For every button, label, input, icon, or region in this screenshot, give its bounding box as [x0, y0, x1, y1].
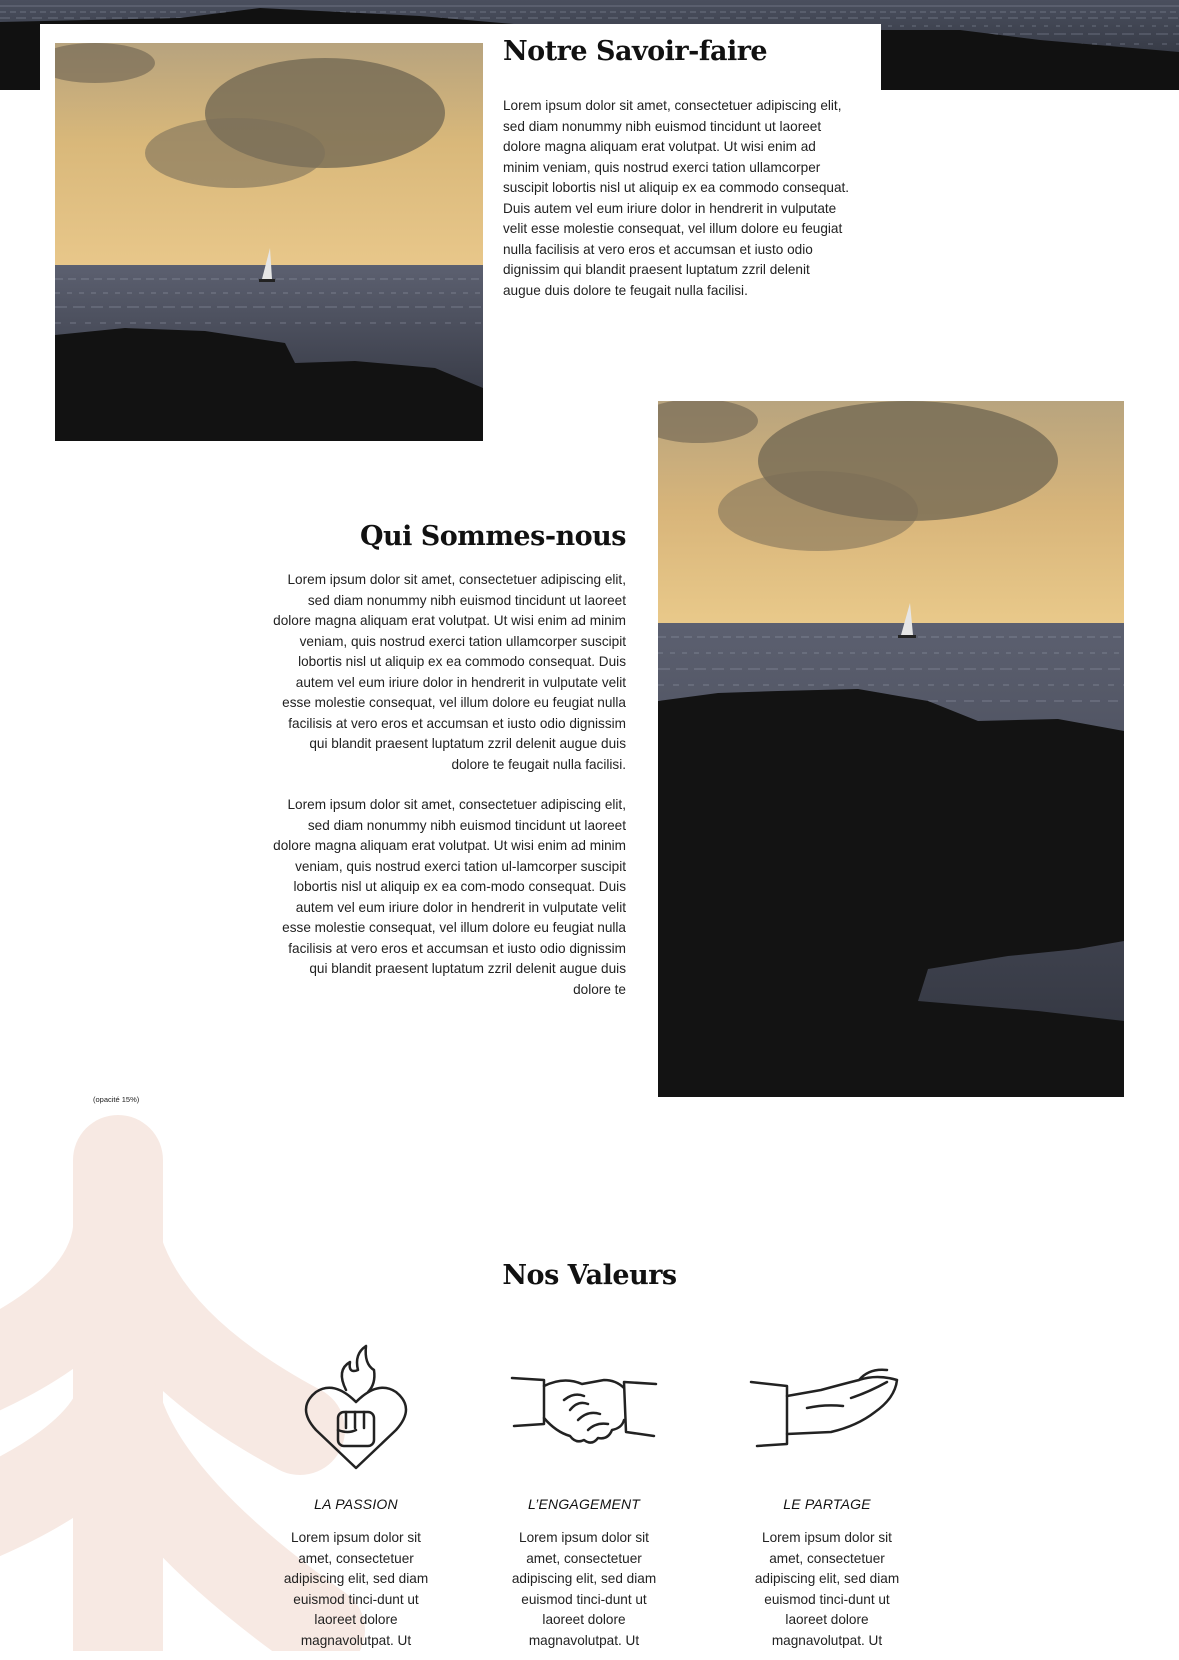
value-text: Lorem ipsum dolor sit amet, consectetuer adipiscing elit, sed diam euismod tinci-dunt ut laoreet dolore magnavolutpat. Ut	[511, 1530, 657, 1648]
savoir-faire-title: Notre Savoir-faire	[503, 36, 768, 67]
qui-sommes-nous-paragraph-1: Lorem ipsum dolor sit amet, consectetuer adipiscing elit, sed diam nonummy nibh euismod tincidunt ut laoreet dolore magna aliquam erat volutpat. Ut wisi enim ad minim veniam, quis nostrud exerci tation ullamcorper suscipit lobortis nisl ut aliquip ex ea commodo consequat. Duis autem vel eum iriure dolor in hendrerit in vulputate velit esse molestie consequat, vel illum dolore eu feugiat nulla facilisis at vero eros et accumsan et iusto odio dignissim qui blandit praesent luptatum zzril delenit augue duis dolore te feugait nulla facilisi.	[273, 572, 626, 772]
opacity-note: (opacité 15%)	[93, 1095, 140, 1104]
qui-sommes-nous-paragraph-2: Lorem ipsum dolor sit amet, consectetuer adipiscing elit, sed diam nonummy nibh euismod tincidunt ut laoreet dolore magna aliquam erat volutpat. Ut wisi enim ad minim veniam, quis nostrud exerci tation ul-lamcorper suscipit lobortis nisl ut aliquip ex ea com-modo consequat. Duis autem vel eum iriure dolor in hendrerit in vulputate velit esse molestie consequat, vel illum dolore eu feugiat nulla facilisis at vero eros et accumsan et iusto odio dignissim qui blandit praesent luptatum zzril delenit augue duis dolore te	[273, 797, 626, 997]
sunset-sailboat-photo	[55, 43, 483, 441]
flaming-heart-fist-icon	[276, 1340, 436, 1480]
coastal-rocks-photo	[658, 401, 1124, 1097]
value-card-partage	[747, 1340, 907, 1660]
savoir-faire-text: Lorem ipsum dolor sit amet, consectetuer adipiscing elit, sed diam nonummy nibh euismod tincidunt ut laoreet dolore magna aliquam erat volutpat. Ut wisi enim ad minim veniam, quis nostrud exerci tation ullamcorper suscipit lobortis nisl ut aliquip ex ea commodo consequat. Duis autem vel eum iriure dolor in hendrerit in vulputate velit esse molestie consequat, vel illum dolore eu feugiat nulla facilisis at vero eros et accumsan et iusto odio dignissim qui blandit praesent luptatum zzril delenit augue duis dolore te feugait nulla facilisi.	[503, 98, 850, 298]
value-label: LA PASSION	[314, 1496, 398, 1512]
nos-valeurs-title: Nos Valeurs	[502, 1260, 677, 1291]
value-label: L’ENGAGEMENT	[527, 1496, 641, 1512]
value-text: Lorem ipsum dolor sit amet, consectetuer adipiscing elit, sed diam euismod tinci-dunt ut laoreet dolore magnavolutpat. Ut	[754, 1530, 900, 1648]
qui-sommes-nous-title: Qui Sommes-nous	[359, 521, 626, 552]
value-card-passion	[276, 1340, 436, 1660]
value-card-engagement	[504, 1340, 664, 1660]
open-hand-icon	[747, 1340, 907, 1480]
value-text: Lorem ipsum dolor sit amet, consectetuer adipiscing elit, sed diam euismod tinci-dunt ut laoreet dolore magnavolutpat. Ut	[283, 1530, 429, 1648]
value-label: LE PARTAGE	[783, 1496, 871, 1512]
handshake-icon	[504, 1340, 664, 1480]
